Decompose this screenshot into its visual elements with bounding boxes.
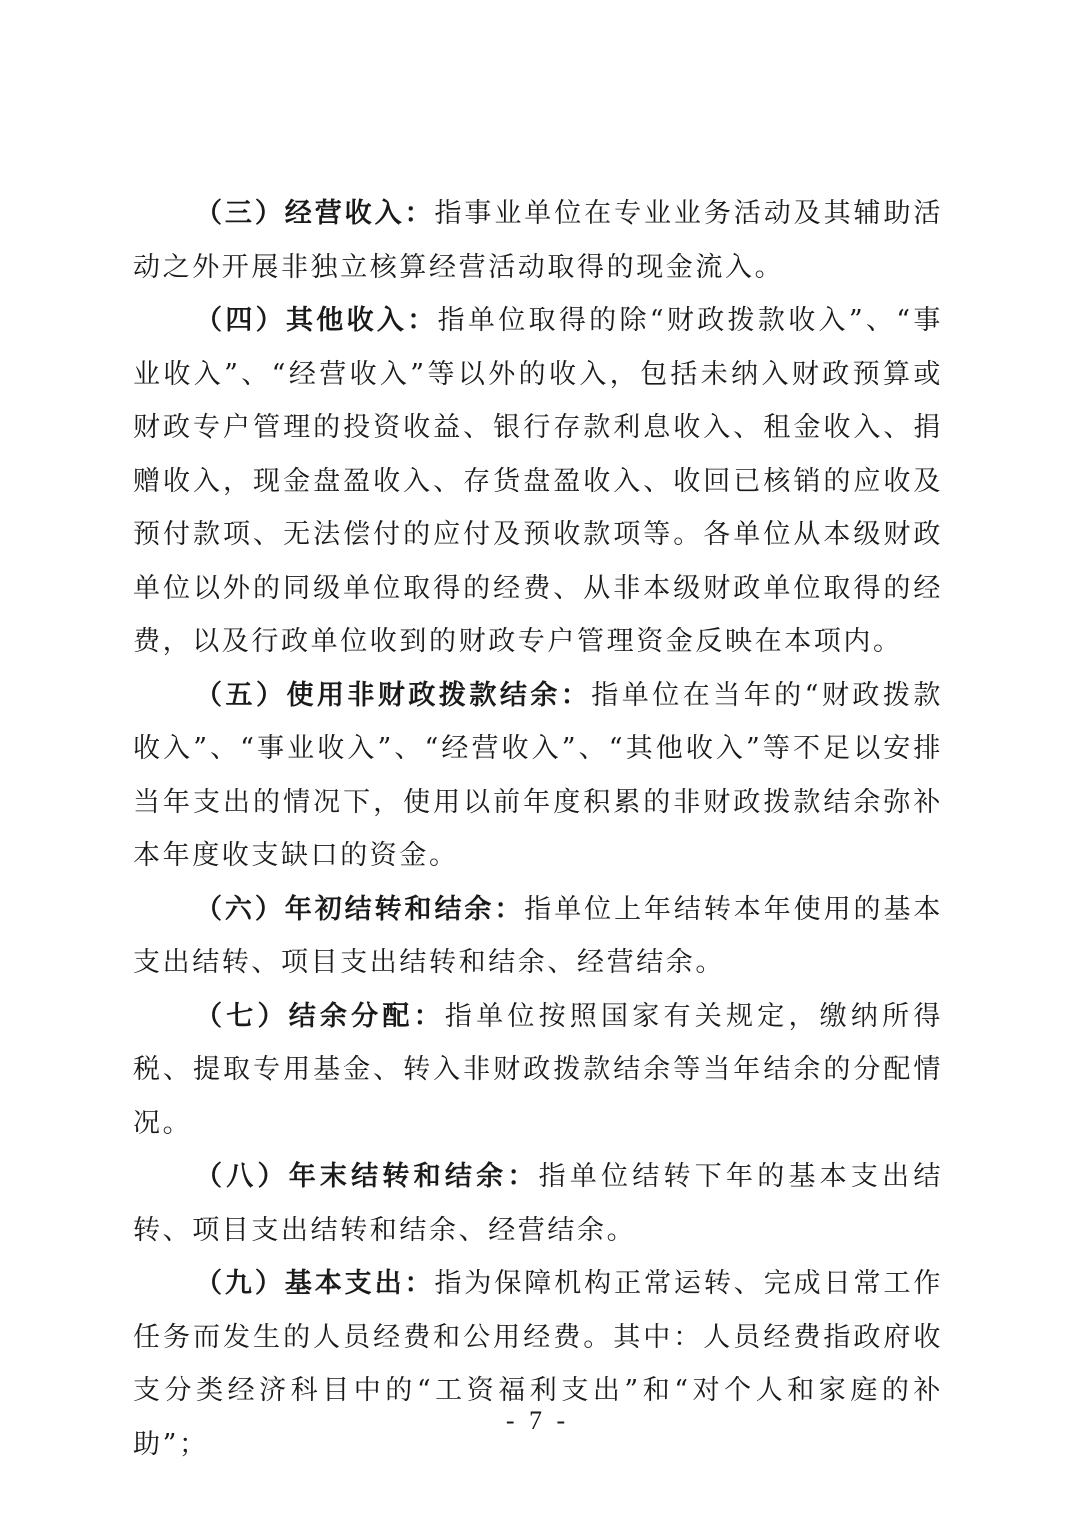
paragraph-term: （八）年末结转和结余： xyxy=(195,1161,539,1192)
paragraph-opening-carryover xyxy=(133,883,943,990)
paragraph-term: （七）结余分配： xyxy=(195,1000,445,1032)
page-number: - 7 - xyxy=(505,1406,570,1435)
paragraph-text: 指单位按照国家有关规定，缴纳所得税、提取专用基金、转入非财政拨款结余等当年结余的分配情况。 xyxy=(133,1000,943,1139)
paragraph-term: （九）基本支出： xyxy=(195,1268,435,1299)
paragraph-operating-income xyxy=(133,187,943,294)
paragraph-term: （六）年初结转和结余： xyxy=(195,893,525,925)
paragraph-text: 指单位在当年的“财政拨款收入”、“事业收入”、“经营收入”、“其他收入”等不足以安排当年支出的情况下，使用以前年度积累的非财政拨款结余弥补本年度收支缺口的资金。 xyxy=(133,679,943,871)
paragraph-text: 指为保障机构正常运转、完成日常工作任务而发生的人员经费和公用经费。其中：人员经费指政府收支分类经济科目中的“工资福利支出”和“对个人和家庭的补助”； xyxy=(133,1268,943,1460)
paragraph-text: 指单位结转下年的基本支出结转、项目支出结转和结余、经营结余。 xyxy=(133,1161,943,1246)
paragraph-basic-expenditure xyxy=(133,1257,943,1471)
paragraph-text: 指单位取得的除“财政拨款收入”、“事业收入”、“经营收入”等以外的收入，包括未纳入财政预算或财政专户管理的投资收益、银行存款利息收入、租金收入、捐赠收入，现金盘盈收入、存货盘盈收入、收回已核销的应收及预付款项、无法偿付的应付及预收款项等。各单位从本级财政单位以外的同级单位取得的经费、从非本级财政单位取得的经费，以及行政单位收到的财政专户管理资金反映在本项内。 xyxy=(133,305,943,657)
paragraph-closing-carryover xyxy=(133,1150,943,1257)
paragraph-use-of-non-fiscal-surplus xyxy=(133,669,943,883)
paragraph-term: （五）使用非财政拨款结余： xyxy=(195,679,592,711)
paragraph-other-income xyxy=(133,294,943,669)
paragraph-text: 指单位上年结转本年使用的基本支出结转、项目支出结转和结余、经营结余。 xyxy=(133,893,943,978)
paragraph-term: （四）其他收入： xyxy=(195,305,438,336)
document-body xyxy=(133,187,943,1471)
paragraph-surplus-distribution xyxy=(133,990,943,1151)
paragraph-term: （三）经营收入： xyxy=(195,198,435,229)
paragraph-text: 指事业单位在专业业务活动及其辅助活动之外开展非独立核算经营活动取得的现金流入。 xyxy=(133,198,943,283)
